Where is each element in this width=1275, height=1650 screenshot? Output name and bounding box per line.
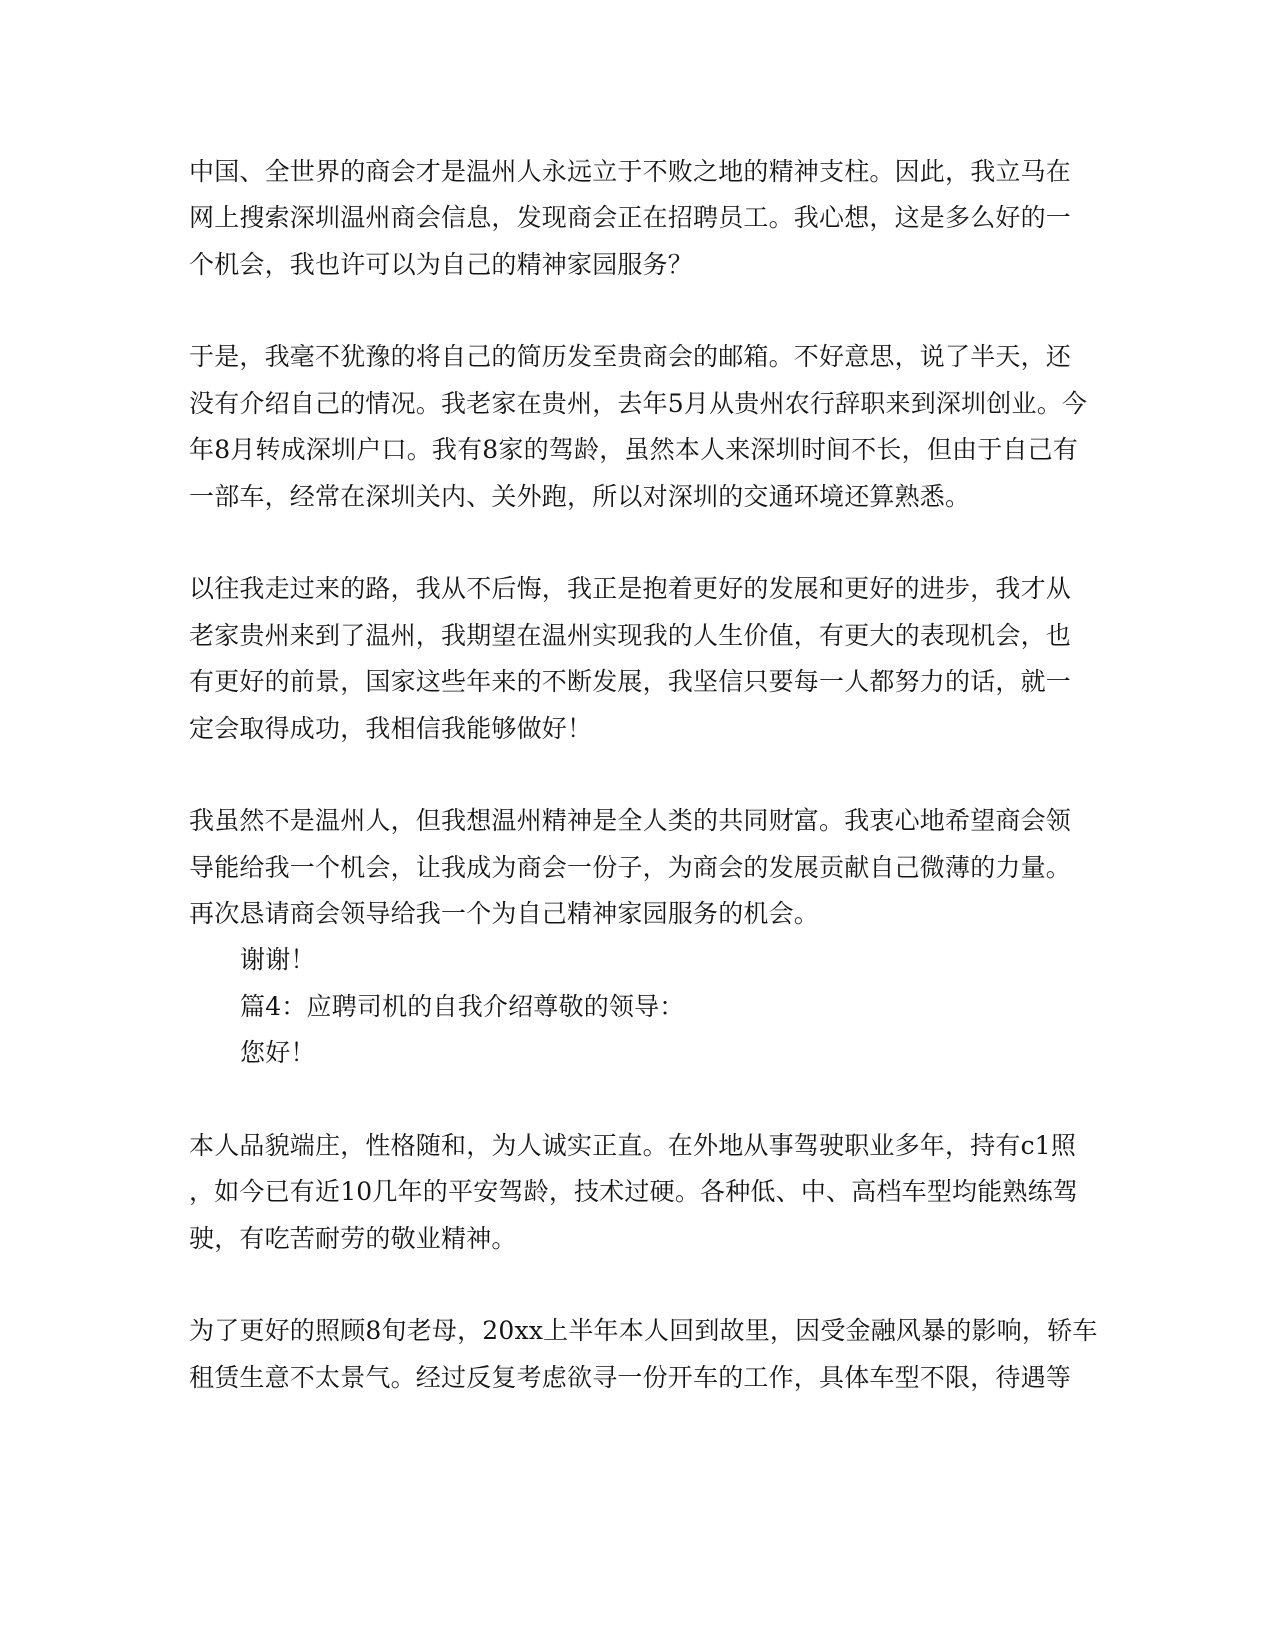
paragraph-3-line-1: 以往我走过来的路，我从不后悔，我正是抱着更好的发展和更好的进步，我才从 <box>189 574 1072 603</box>
paragraph-1-line-1: 中国、全世界的商会才是温州人永远立于不败之地的精神支柱。因此，我立马在 <box>189 157 1072 186</box>
paragraph-2-line-4: 一部车，经常在深圳关内、关外跑，所以对深圳的交通环境还算熟悉。 <box>189 482 971 511</box>
paragraph-2-line-3: 年8月转成深圳户口。我有8家的驾龄，虽然本人来深圳时间不长，但由于自己有 <box>189 435 1079 464</box>
paragraph-2-line-2: 没有介绍自己的情况。我老家在贵州，去年5月从贵州农行辞职来到深圳创业。今 <box>189 389 1088 418</box>
paragraph-4-line-1: 我虽然不是温州人，但我想温州精神是全人类的共同财富。我衷心地希望商会领 <box>189 806 1072 835</box>
paragraph-8-line-1: 本人品貌端庄，性格随和，为人诚实正直。在外地从事驾驶职业多年，持有c1照 <box>189 1131 1077 1160</box>
paragraph-8-line-2: ，如今已有近10几年的平安驾龄，技术过硬。各种低、中、高档车型均能熟练驾 <box>189 1177 1079 1206</box>
paragraph-3-line-2: 老家贵州来到了温州，我期望在温州实现我的人生价值，有更大的表现机会，也 <box>189 621 1072 650</box>
paragraph-1-line-3: 个机会，我也许可以为自己的精神家园服务？ <box>189 250 694 279</box>
paragraph-4-line-2: 导能给我一个机会，让我成为商会一份子，为商会的发展贡献自己微薄的力量。 <box>189 853 1072 882</box>
paragraph-2-line-1: 于是，我毫不犹豫的将自己的简历发至贵商会的邮箱。不好意思，说了半天，还 <box>189 342 1072 371</box>
paragraph-3-line-4: 定会取得成功，我相信我能够做好！ <box>189 714 593 743</box>
paragraph-3-line-3: 有更好的前景，国家这些年来的不断发展，我坚信只要每一人都努力的话，就一 <box>189 667 1072 696</box>
thanks-line: 谢谢！ <box>240 945 316 974</box>
paragraph-1-line-2: 网上搜索深圳温州商会信息，发现商会正在招聘员工。我心想，这是多么好的一 <box>189 203 1072 232</box>
paragraph-8-line-3: 驶，有吃苦耐劳的敬业精神。 <box>189 1224 517 1253</box>
section-heading: 篇4：应聘司机的自我介绍尊敬的领导： <box>240 992 685 1021</box>
greeting-line: 您好！ <box>240 1038 316 1067</box>
paragraph-9-line-2: 租赁生意不太景气。经过反复考虑欲寻一份开车的工作，具体车型不限，待遇等 <box>189 1363 1072 1392</box>
paragraph-9-line-1: 为了更好的照顾8旬老母，20xx上半年本人回到故里，因受金融风暴的影响，轿车 <box>189 1316 1098 1345</box>
paragraph-4-line-3: 再次恳请商会领导给我一个为自己精神家园服务的机会。 <box>189 899 820 928</box>
